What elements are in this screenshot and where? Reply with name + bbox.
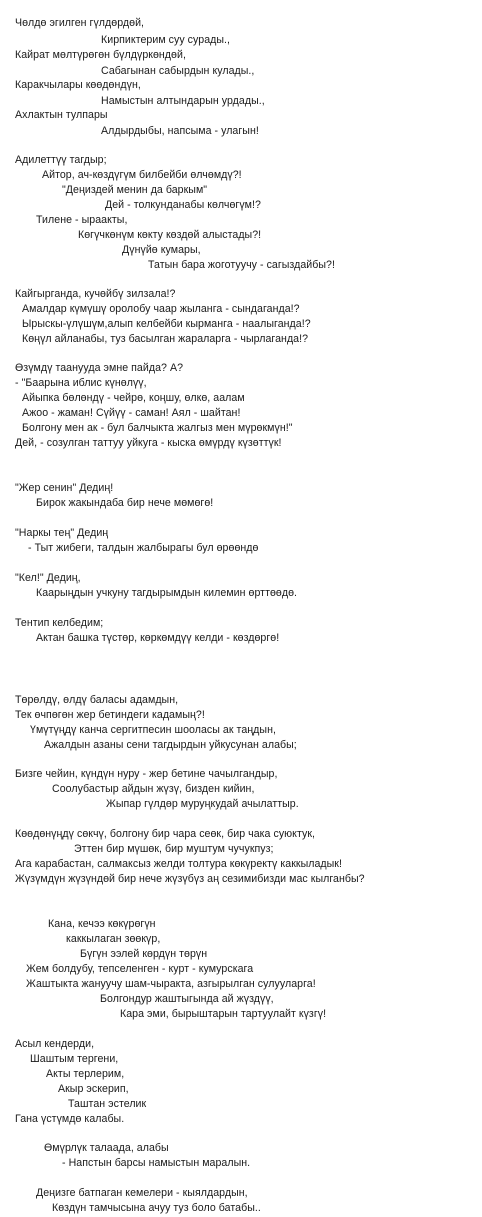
poem-line: Сабагынан сабырдын кулады., bbox=[101, 65, 255, 77]
poem-line: Төрөлдү, өлдү баласы адамдын, bbox=[15, 694, 179, 706]
poem-line: Көздүн тамчысына ачуу туз боло батабы.. bbox=[52, 1202, 261, 1214]
poem-line: Болгондур жаштыгында ай жүздүү, bbox=[100, 993, 274, 1005]
poem-line: Шаштым тергени, bbox=[30, 1053, 119, 1065]
poem-line: Айыпка бөлөндү - чейрө, коңшу, өлкө, аалам bbox=[22, 392, 245, 404]
poem-line: Жүзүмдүн жүзүндөй бир нече жүзүбүз аң сезимибизди мас кылганбы? bbox=[15, 873, 365, 885]
poem-line: Тентип келбедим; bbox=[15, 617, 104, 629]
poem-line: Болгону мен ак - бул балчыкта жалгыз мен мүрөкмүн!" bbox=[22, 422, 293, 434]
poem-line: Бирок жакындаба бир нече мөмөгө! bbox=[36, 497, 214, 509]
poem-line: Жыпар гүлдөр муруңкудай ачылаттыр. bbox=[106, 798, 299, 810]
poem-line: Кана, кечээ көкүрөгүн bbox=[48, 918, 156, 930]
poem-line: Дүнүйө кумары, bbox=[122, 244, 201, 256]
poem-line: Кирпиктерим суу сурады., bbox=[101, 34, 231, 46]
poem-line: Дей, - созулган таттуу уйкуга - кыска өмүрдү күзөттүк! bbox=[15, 437, 282, 449]
poem-line: Алдырдыбы, напсыма - улагын! bbox=[101, 125, 259, 137]
poem-line: Өмүрлүк талаада, алабы bbox=[44, 1142, 169, 1154]
poem-line: Ажоо - жаман! Сүйүү - саман! Аял - шайтан! bbox=[22, 407, 241, 419]
poem-line: Каарыңдын учкуну тагдырымдын килемин өрттөөдө. bbox=[36, 587, 298, 599]
poem-line: Ырыскы-үлүшүм,алып келбейби кырманга - наалыганда!? bbox=[22, 318, 311, 330]
poem-line: Кара эми, бырыштарын тартуулайт күзгү! bbox=[120, 1008, 327, 1020]
poem-line: "Наркы тең" Дедиң bbox=[15, 527, 109, 539]
poem-line: Жаштыкта жануучу шам-чыракта, азгырылган сулууларга! bbox=[26, 978, 316, 990]
poem-line: "Кел!" Дедиң, bbox=[15, 572, 81, 584]
poem-line: - Напстын барсы намыстын маралын. bbox=[62, 1157, 251, 1169]
poem-line: Деңизге батпаган кемелери - кыялдардын, bbox=[36, 1187, 248, 1199]
poem-line: Амалдар күмүшү оролобу чаар жыланга - сындаганда!? bbox=[22, 303, 300, 315]
poem-line: Бүгүн ээлей көрдүн төрүн bbox=[80, 948, 208, 960]
poem-line: Тек өчпөгөн жер бетиндеги кадамың?! bbox=[15, 709, 205, 721]
poem-line: каккылаган зөөкүр, bbox=[66, 933, 161, 945]
poem-line: Ага карабастан, салмаксыз желди толтура көкүректү каккыладык! bbox=[15, 858, 342, 870]
poem-line: Өзүмдү таанууда эмне пайда? А? bbox=[15, 362, 184, 374]
poem-line: Соолубастыр айдын жүзү, бизден кийин, bbox=[52, 783, 255, 795]
poem-line: Акты терлерим, bbox=[46, 1068, 125, 1080]
poem-line: Көгүчкөнүм көкту көздөй алыстады?! bbox=[78, 229, 262, 241]
poem-line: Эттен бир мүшөк, бир муштум чучукпуз; bbox=[74, 843, 274, 855]
poem-line: Актан башка түстөр, көркөмдүү келди - көздөргө! bbox=[36, 632, 280, 644]
poem-line: Кайгырганда, кучөйбү зилзала!? bbox=[15, 288, 176, 300]
poem-line: Бизге чейин, күндүн нуру - жер бетине чачылгандыр, bbox=[15, 768, 278, 780]
poem-line: Чөлдө эгилген гүлдөрдөй, bbox=[15, 17, 145, 29]
poem-line: Көөдөнүңдү сөкчү, болгону бир чара сеөк, бир чака суюктук, bbox=[15, 828, 316, 840]
poem-line: Гана үстүмдө калабы. bbox=[15, 1113, 125, 1125]
poem-line: Таштан эстелик bbox=[68, 1098, 147, 1110]
poem-line: Намыстын алтындарын урдады., bbox=[101, 95, 265, 107]
poem-line: Ахлактын тулпары bbox=[15, 109, 108, 121]
poem-line: "Жер сенин" Дедиң! bbox=[15, 482, 114, 494]
poem-line: Айтор, ач-көздүгүм билбейби өлчөмдү?! bbox=[42, 169, 242, 181]
poem-line: Дей - толкунданабы көлчөгүм!? bbox=[105, 199, 261, 211]
poem-line: - "Баарына иблис күнөлүү, bbox=[15, 377, 147, 389]
poem-line: Көңүл айланабы, туз басылган жараларга - чырлаганда!? bbox=[22, 333, 309, 345]
poem-line: Жем болдубу, тепселенген - курт - кумурскага bbox=[26, 963, 254, 975]
poem-line: - Тыт жибеги, талдын жалбырагы бул өрөөндө bbox=[28, 542, 259, 554]
poem-line: Асыл кендерди, bbox=[15, 1038, 95, 1050]
poem-line: Үмүтүңдү канча сергитпесин шооласы ак таңдын, bbox=[30, 724, 276, 736]
poem-line: Татын бара жоготуучу - сагыздайбы?! bbox=[148, 259, 335, 271]
poem-line: Тилене - ыраакты, bbox=[36, 214, 128, 226]
poem-line: "Деңиздей менин да баркым" bbox=[62, 184, 208, 196]
poem-line: Каракчылары көөдөндүн, bbox=[15, 79, 141, 91]
poem-line: Адилеттүү тагдыр; bbox=[15, 154, 107, 166]
poem-line: Кайрат мөлтүрөгөн бүлдүркөндөй, bbox=[15, 49, 186, 61]
poem-line: Акыр эскерип, bbox=[58, 1083, 129, 1095]
poem-line: Ажалдын азаны сени тагдырдын уйкусунан алабы; bbox=[44, 739, 297, 751]
